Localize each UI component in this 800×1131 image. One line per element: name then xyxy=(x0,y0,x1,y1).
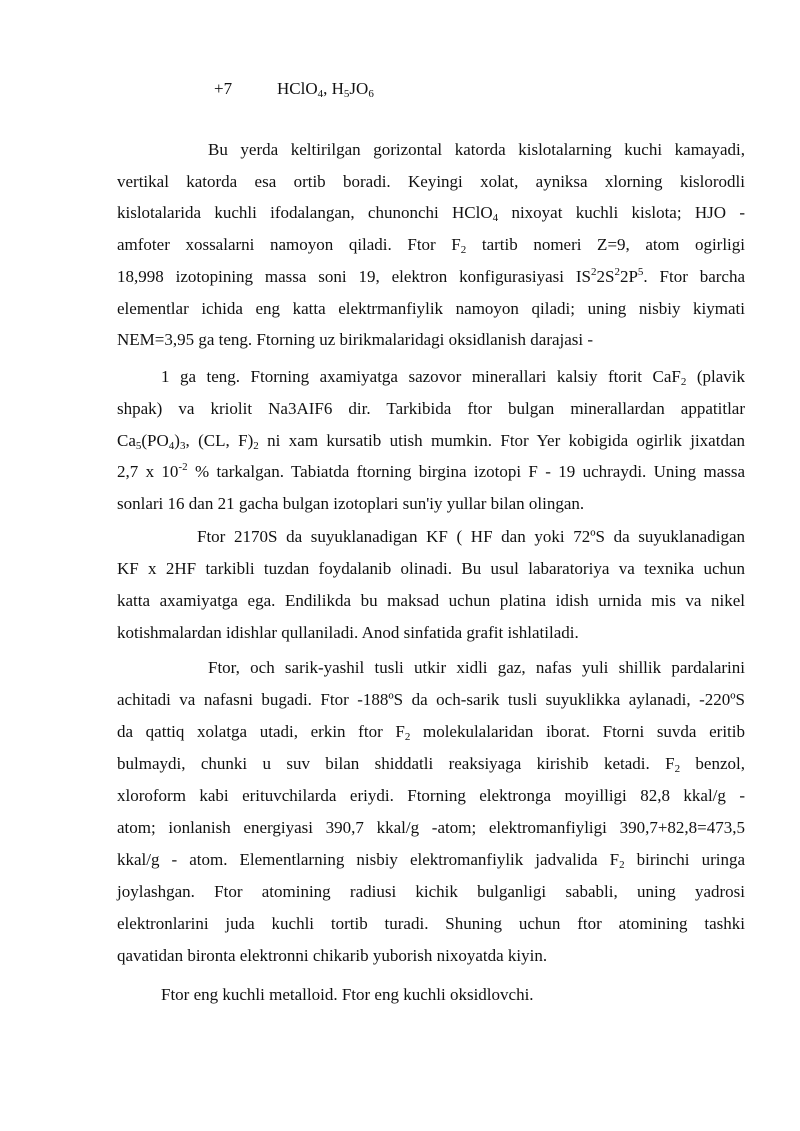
text-line: qavatidan bironta elektronni chikarib yuborish nixoyatda kiyin. xyxy=(117,946,548,965)
text-line: kotishmalardan idishlar qullaniladi. Anod sinfatida grafit ishlatiladi. xyxy=(117,623,579,642)
text-line: $Ca_5(PO_4)_3$, (CL, $F)_2$ ni xam kursatib utish mumkin. Ftor Yer kobigida ogirlik jixatdan xyxy=(117,431,745,452)
text-line: elementlar ichida eng katta elektrmanfiylik namoyon qiladi; uning nisbiy kiymati xyxy=(117,299,745,318)
text-line: sonlari 16 dan 21 gacha bulgan izotoplari sun'iy yullar bilan olingan. xyxy=(117,494,585,513)
text-line: kislotalarida kuchli ifodalangan, chunonchi HClO$_4$ nixoyat kuchli kislota; HJO - xyxy=(117,203,745,224)
text-line: katta axamiyatga ega. Endilikda bu maksad uchun platina idish urnida mis va nikel xyxy=(117,591,745,610)
text-line: shpak) va kriolit Na3AIF6 dir. Tarkibida ftor bulgan minerallardan appatitlar xyxy=(117,399,745,418)
text-line: KF x 2HF tarkibli tuzdan foydalanib olinadi. Bu usul labaratoriya va texnika uchun xyxy=(117,559,745,578)
text-line: vertikal katorda esa ortib boradi. Keyingi xolat, ayniksa xlorning kislorodli xyxy=(117,172,745,191)
text-line: NEM=3,95 ga teng. Ftorning uz birikmalaridagi oksidlanish darajasi - xyxy=(117,330,594,349)
text-line: Ftor eng kuchli metalloid. Ftor eng kuchli oksidlovchi. xyxy=(161,985,534,1004)
text-line: da qattiq xolatga utadi, erkin ftor $F_2$ molekulalaridan iborat. Ftorni suvda eritib xyxy=(117,722,745,743)
text-line: elektronlarini juda kuchli tortib turadi. Shuning uchun ftor atomining tashki xyxy=(117,914,745,933)
text-line: bulmaydi, chunki u suv bilan shiddatli reaksiyaga kirishib ketadi. $F_2$ benzol, xyxy=(117,754,745,775)
text-line: amfoter xossalarni namoyon qiladi. Ftor $F_2$ tartib nomeri Z=9, atom ogirligi xyxy=(117,235,745,256)
text-line: atom; ionlanish energiyasi 390,7 kkal/g -atom; elektromanfiyligi 390,7+82,8=473,5 xyxy=(117,818,745,837)
oxidation-state-label: +7 xyxy=(214,79,233,98)
text-line: kkal/g - atom. Elementlarning nisbiy elektromanfiylik jadvalida $F_2$ birinchi uringa xyxy=(117,850,745,871)
text-line: Ftor, och sarik-yashil tusli utkir xidli gaz, nafas yuli shillik pardalarini xyxy=(208,658,745,677)
text-line: achitadi va nafasni bugadi. Ftor -188ºS da och-sarik tusli suyuklikka aylanadi, -220ºS xyxy=(117,690,745,709)
text-line: Ftor 2170S da suyuklanadigan KF ( HF dan yoki 72ºS da suyuklanadigan xyxy=(197,527,745,546)
text-line: 1 ga teng. Ftorning axamiyatga sazovor minerallari kalsiy ftorit CaF$_2$ (plavik xyxy=(161,367,745,388)
acid-formula-label: HClO$_4$, $H_5JO_6$ xyxy=(277,79,374,100)
text-line: xloroform kabi erituvchilarda eriydi. Ftorning elektronga moyilligi 82,8 kkal/g - xyxy=(117,786,745,805)
text-line: Bu yerda keltirilgan gorizontal katorda kislotalarning kuchi kamayadi, xyxy=(208,140,745,159)
text-line: 18,998 izotopining massa soni 19, elektron konfigurasiyasi $IS^22S^22P^5$. Ftor barcha xyxy=(117,266,746,286)
text-line: joylashgan. Ftor atomining radiusi kichik bulganligi sababli, uning yadrosi xyxy=(117,882,745,901)
text-line: 2,7 x $10^{-2}$ % tarkalgan. Tabiatda ftorning birgina izotopi F - 19 uchraydi. Uning massa xyxy=(117,461,746,481)
